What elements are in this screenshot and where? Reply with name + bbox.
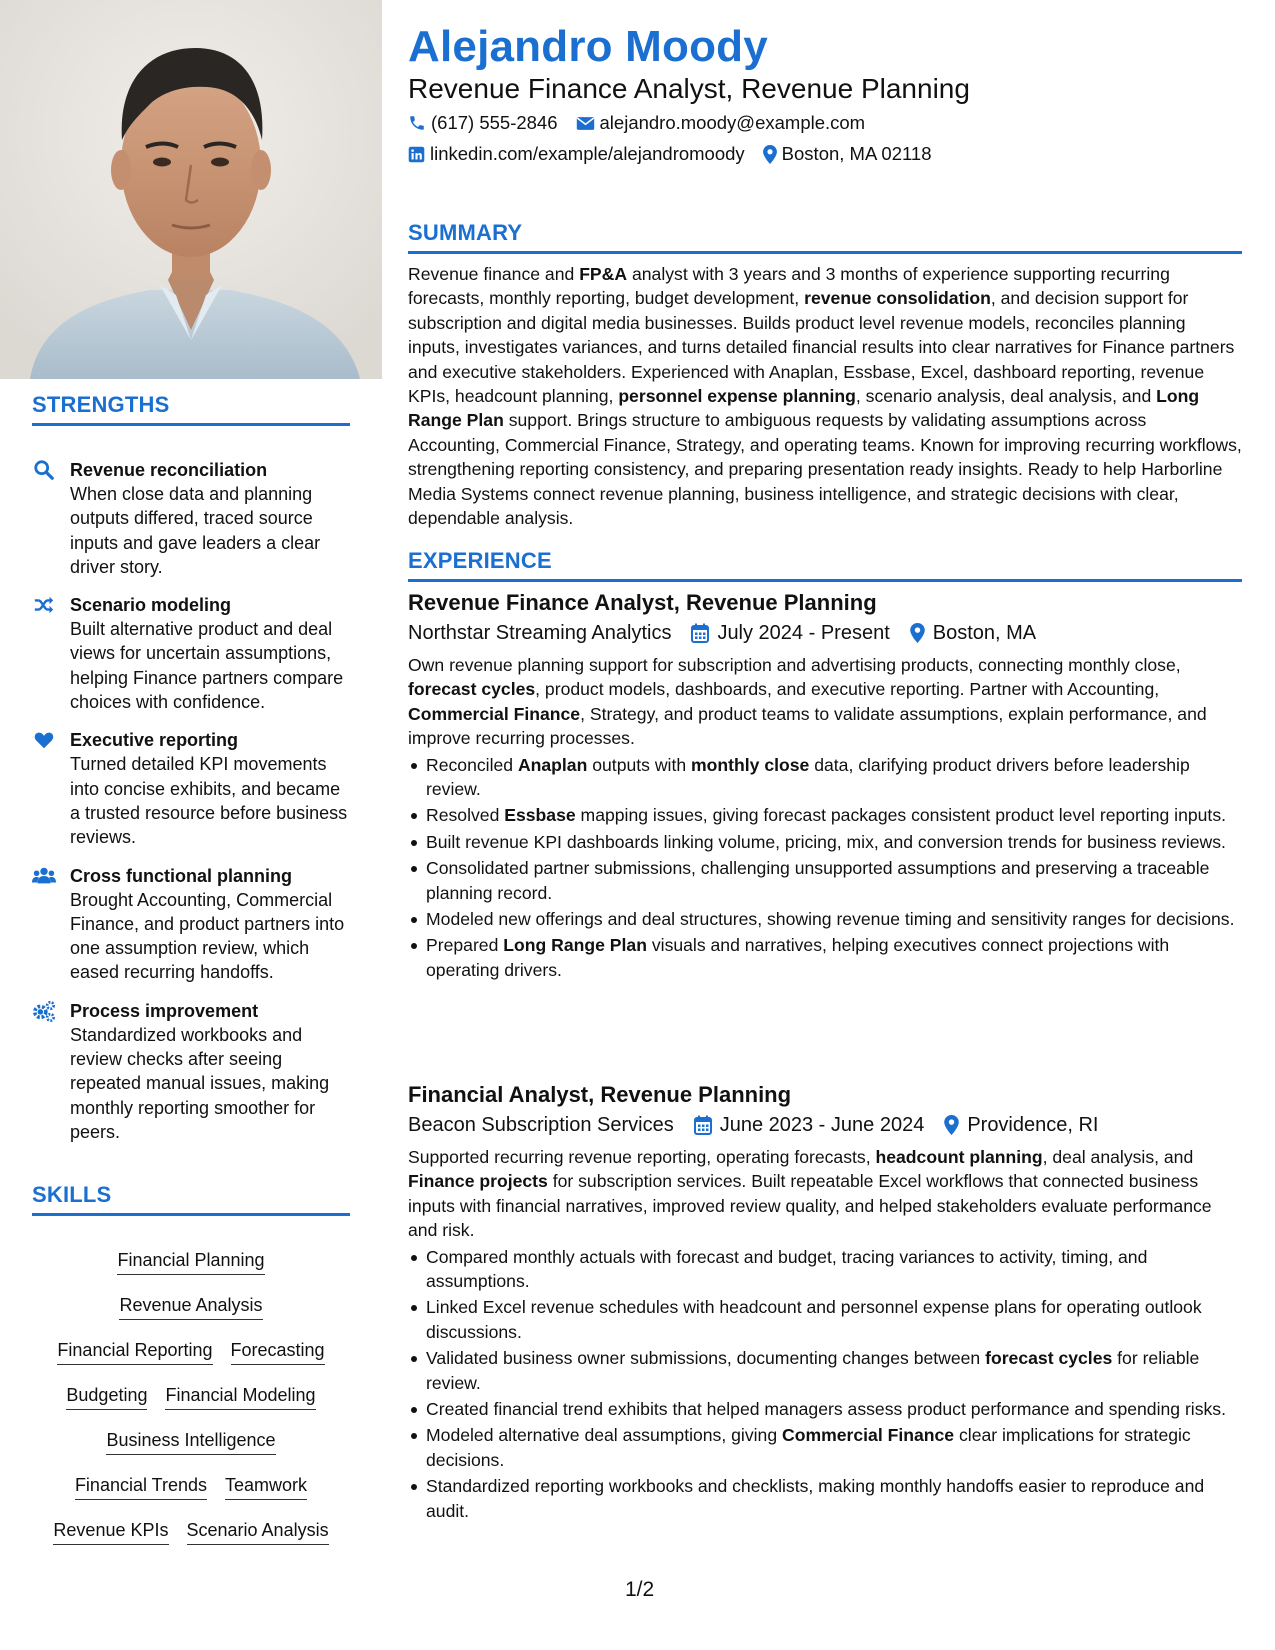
strength-name: Process improvement [70, 1000, 259, 1021]
skill-tag: Financial Modeling [165, 1383, 315, 1410]
job-description: Supported recurring revenue reporting, operating forecasts, headcount planning, deal analysis, and Finance projects for subscription services. Built repeatable Excel workflows that connected business inputs with financial narratives, improved review quality, and helped stakeholders evaluate performance and risk. [408, 1147, 1212, 1241]
skill-row [32, 1473, 350, 1518]
job-dates-group [694, 1110, 925, 1140]
job-location: Boston, MA [932, 622, 1037, 644]
job-bullet: Linked Excel revenue schedules with headcount and personnel expense plans for operating outlook discussions. [426, 1295, 1242, 1344]
job-bullet: Modeled alternative deal assumptions, giving Commercial Finance clear implications for strategic decisions. [426, 1423, 1242, 1472]
experience-heading: EXPERIENCE [408, 548, 1242, 582]
skill-tag: Revenue Analysis [119, 1293, 262, 1320]
job-company: Beacon Subscription Services [408, 1114, 674, 1136]
heart-icon [32, 729, 56, 751]
strengths-list [32, 458, 352, 1158]
summary-heading: SUMMARY [408, 220, 1242, 254]
linkedin-icon [408, 146, 425, 163]
job-bullet: Modeled new offerings and deal structures, showing revenue timing and sensitivity ranges for decisions. [426, 907, 1242, 931]
linkedin-contact[interactable] [408, 143, 745, 165]
strength-description: Standardized workbooks and review checks after seeing repeated manual issues, making monthly reporting smoother for peers. [70, 1024, 330, 1142]
strength-name: Executive reporting [70, 730, 239, 751]
skill-tag: Revenue KPIs [53, 1518, 168, 1545]
phone-contact[interactable] [408, 112, 558, 134]
candidate-headline: Revenue Finance Analyst, Revenue Planning [408, 73, 970, 104]
profile-photo [0, 0, 382, 379]
gears-icon [32, 1000, 56, 1022]
job-bullet: Reconciled Anaplan outputs with monthly close data, clarifying product drivers before leadership review. [426, 753, 1242, 802]
location-pin-icon [763, 145, 777, 164]
job-meta [408, 1110, 1242, 1140]
candidate-name: Alejandro Moody [408, 22, 768, 71]
strengths-heading: STRENGTHS [32, 392, 350, 426]
location-contact [763, 143, 932, 165]
job-description: Own revenue planning support for subscription and advertising products, connecting monthly close, forecast cycles, product models, dashboards, and executive reporting. Partner with Accounting, Commercial Finance, Strategy, and product teams to validate assumptions, explain performance, and improve recurring processes. [408, 655, 1207, 749]
contact-line-1 [408, 112, 883, 134]
job-dates: July 2024 - Present [717, 622, 890, 644]
skill-row [32, 1518, 350, 1563]
skill-row [32, 1383, 350, 1428]
skill-row [32, 1248, 350, 1293]
skill-row [32, 1338, 350, 1383]
job-bullet: Validated business owner submissions, documenting changes between forecast cycles for reliable review. [426, 1346, 1242, 1395]
job-company: Northstar Streaming Analytics [408, 622, 672, 644]
skill-row [32, 1428, 350, 1473]
job-title: Revenue Finance Analyst, Revenue Planning [408, 590, 877, 615]
skill-tag: Financial Trends [75, 1473, 207, 1500]
strength-description: Built alternative product and deal views for uncertain assumptions, helping Finance partners compare choices with confidence. [70, 619, 344, 713]
skill-tag: Financial Reporting [57, 1338, 212, 1365]
strength-item [32, 458, 352, 579]
skill-tag: Budgeting [66, 1383, 147, 1410]
calendar-icon [694, 1115, 712, 1135]
skill-tag: Financial Planning [117, 1248, 264, 1275]
strength-item [32, 593, 352, 714]
strength-item [32, 728, 352, 849]
phone-icon [408, 114, 426, 132]
job-bullets [408, 753, 1242, 983]
strength-description: Brought Accounting, Commercial Finance, and product partners into one assumption review, which eased recurring handoffs. [70, 889, 345, 983]
shuffle-icon [32, 594, 56, 616]
job-dates: June 2023 - June 2024 [719, 1114, 925, 1136]
job-entry [408, 588, 1242, 982]
skills-heading: SKILLS [32, 1182, 350, 1216]
search-icon [32, 459, 56, 481]
skill-tag: Teamwork [225, 1473, 307, 1500]
strength-item [32, 864, 352, 985]
strength-name: Revenue reconciliation [70, 460, 268, 480]
job-bullet: Built revenue KPI dashboards linking volume, pricing, mix, and conversion trends for business reviews. [426, 830, 1242, 854]
skill-row [32, 1293, 350, 1338]
job-location: Providence, RI [967, 1114, 1099, 1136]
strength-name: Cross functional planning [70, 865, 293, 886]
job-bullet: Resolved Essbase mapping issues, giving forecast packages consistent product level reporting inputs. [426, 803, 1242, 827]
summary-text: Revenue finance and FP&A analyst with 3 years and 3 months of experience supporting recurring forecasts, monthly reporting, budget development, revenue consolidation, and decision support for subscription and digital media businesses. Builds product level revenue models, reconciles planning inputs, investigates variances, and turns detailed financial results into clear narratives for Finance partners and executive stakeholders. Experienced with Anaplan, Essbase, Excel, dashboard reporting, revenue KPIs, headcount planning, personnel expense planning, scenario analysis, deal analysis, and Long Range Plan support. Brings structure to ambiguous requests by validating assumptions across Accounting, Commercial Finance, Strategy, and operating teams. Known for improving recurring workflows, strengthening reporting consistency, and preparing presentation ready insights. Ready to help Harborline Media Systems connect revenue planning, business intelligence, and strategic decisions with clear, dependable analysis. [408, 264, 1242, 529]
location-pin-icon [944, 1115, 959, 1135]
job-location-group [944, 1110, 1098, 1140]
job-location-group [910, 618, 1036, 648]
strength-name: Scenario modeling [70, 595, 232, 616]
users-icon [32, 865, 56, 887]
job-meta [408, 618, 1242, 648]
job-bullet: Created financial trend exhibits that helped managers assess product performance and spending risks. [426, 1397, 1242, 1421]
skills-list [32, 1248, 350, 1563]
job-bullet: Standardized reporting workbooks and checklists, making monthly handoffs easier to reproduce and audit. [426, 1474, 1242, 1523]
skill-tag: Scenario Analysis [187, 1518, 329, 1545]
strength-description: Turned detailed KPI movements into concise exhibits, and became a trusted resource before business reviews. [70, 754, 348, 848]
location-text: Boston, MA 02118 [781, 143, 932, 164]
email-address: alejandro.moody@example.com [599, 112, 866, 133]
job-bullet: Compared monthly actuals with forecast and budget, tracing variances to activity, timing, and assumptions. [426, 1245, 1242, 1294]
linkedin-url: linkedin.com/example/alejandromoody [430, 143, 745, 164]
strength-item [32, 999, 352, 1144]
envelope-icon [576, 116, 595, 131]
job-entry [408, 1080, 1242, 1523]
job-bullets [408, 1245, 1242, 1523]
page-number: 1/2 [625, 1578, 655, 1601]
skill-tag: Forecasting [231, 1338, 325, 1365]
strength-description: When close data and planning outputs differed, traced source inputs and gave leaders a clear driver story. [70, 484, 321, 577]
job-dates-group [691, 618, 889, 648]
job-title: Financial Analyst, Revenue Planning [408, 1082, 792, 1107]
skill-tag: Business Intelligence [106, 1428, 275, 1455]
job-bullet: Consolidated partner submissions, challenging unsupported assumptions and preserving a traceable planning record. [426, 856, 1242, 905]
contact-line-2 [408, 143, 950, 165]
calendar-icon [691, 623, 709, 643]
email-contact[interactable] [576, 112, 866, 134]
location-pin-icon [910, 623, 925, 643]
left-column [0, 0, 382, 1650]
phone-number: (617) 555-2846 [431, 112, 558, 133]
job-bullet: Prepared Long Range Plan visuals and narratives, helping executives connect projections with operating drivers. [426, 933, 1242, 982]
